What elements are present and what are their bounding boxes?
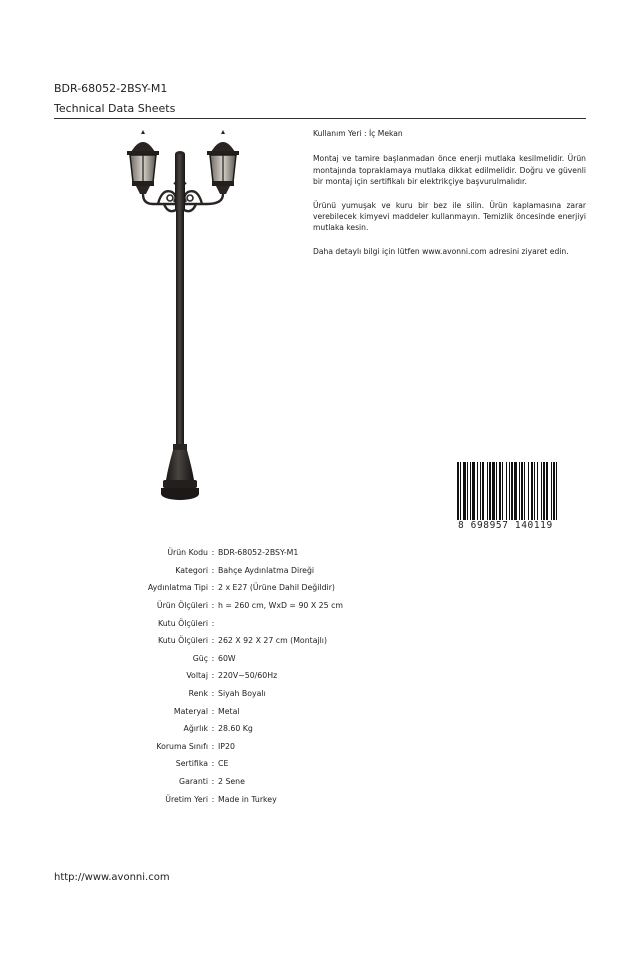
spec-row [90,773,470,791]
usage-location: Kullanım Yeri : İç Mekan [313,129,403,138]
spec-label: Üretim Yeri [165,794,208,804]
spec-row [90,790,470,808]
barcode-bar [496,462,497,520]
barcode-bar [487,462,488,520]
barcode-bar [528,462,529,520]
spec-row [90,632,470,650]
spec-separator: : [211,618,215,628]
right-lantern [207,130,239,194]
barcode-bar [511,462,513,520]
spec-separator: : [211,671,215,681]
spec-label: Aydınlatma Tipi [147,583,208,593]
spec-separator: : [211,583,215,593]
barcode-bar [514,462,517,520]
spec-row [90,685,470,703]
barcode-bar [543,462,545,520]
barcode-bar [502,462,503,520]
barcode-bar [460,462,461,520]
spec-value: 220V~50/60Hz [218,671,278,681]
spec-separator: : [211,636,215,646]
barcode-bar [506,462,507,520]
barcode-bar [546,462,548,520]
product-image [118,128,242,508]
spec-label: Kutu Ölçüleri [157,618,208,628]
spec-value: Siyah Boyalı [218,689,266,699]
spec-row [90,755,470,773]
barcode-bar [519,462,520,520]
spec-label: Güç [192,653,208,663]
spec-separator: : [211,794,215,804]
spec-value: 28.60 Kg [218,724,253,734]
barcode-bar [489,462,491,520]
spec-value: Metal [218,706,240,716]
barcode-bar [470,462,471,520]
spec-row [90,650,470,668]
spec-value: Made in Turkey [218,794,277,804]
barcode-bar [524,462,525,520]
spec-separator: : [211,689,215,699]
barcode-bar [556,462,557,520]
spec-label: Kategori [175,565,208,575]
spec-value: 2 x E27 (Ürüne Dahil Değildir) [218,583,335,593]
spec-table [90,544,470,808]
barcode-bar [472,462,475,520]
spec-value: 262 X 92 X 27 cm (Montajlı) [218,636,328,646]
spec-separator: : [211,741,215,751]
spec-row [90,738,470,756]
spec-label: Ürün Kodu [167,548,208,558]
barcode-bar [457,462,459,520]
spec-value: IP20 [218,741,235,751]
spec-label: Sertifika [175,759,208,769]
spec-separator: : [211,565,215,575]
barcode-bar [492,462,495,520]
barcode-bar [477,462,478,520]
spec-row [90,579,470,597]
spec-separator: : [211,653,215,663]
spec-label: Ağırlık [183,724,208,734]
product-info [313,128,586,257]
spec-row [90,702,470,720]
safety-paragraph: Montaj ve tamire başlanmadan önce enerji mutlaka kesilmelidir. Ürün montajında topraklamaya mutlaka dikkat edilmelidir. Doğru ve güvenli bir montaj için sertifikalı bir elektrikçiye başvurulmalıdır. [313,154,586,187]
barcode-bar [534,462,535,520]
spec-label: Materyal [173,706,208,716]
spec-value: 2 Sene [218,777,245,787]
header-divider [54,118,586,119]
spec-value: Bahçe Aydınlatma Direği [218,565,315,575]
spec-label: Kutu Ölçüleri [157,636,208,646]
spec-value: BDR-68052-2BSY-M1 [218,548,299,558]
spec-separator: : [211,548,215,558]
barcode-bar [482,462,484,520]
spec-separator: : [211,706,215,716]
more-info-paragraph: Daha detaylı bilgi için lütfen www.avonni.com adresini ziyaret edin. [313,246,569,256]
barcode-bar [509,462,510,520]
barcode-bar [480,462,481,520]
spec-value: 60W [218,653,236,663]
spec-separator: : [211,759,215,769]
cleaning-paragraph: Ürünü yumuşak ve kuru bir bez ile silin. Ürün kaplamasına zarar verebilecek kimyevi maddeler kullanmayın. Temizlik öncesinde enerjiyi mutlaka kesin. [313,200,586,233]
barcode-bar [537,462,538,520]
spec-row [90,720,470,738]
document-subtitle: Technical Data Sheets [54,102,176,115]
barcode-bar [467,462,468,520]
spec-label: Voltaj [186,671,208,681]
barcode-bar [553,462,555,520]
barcode-bar [531,462,533,520]
spec-row [90,544,470,562]
left-lantern [127,130,159,194]
barcode-bar [521,462,523,520]
spec-separator: : [211,777,215,787]
barcode-bar [499,462,501,520]
barcode-bar [551,462,552,520]
spec-row [90,667,470,685]
product-code-heading: BDR-68052-2BSY-M1 [54,82,168,95]
barcode-bar [541,462,542,520]
spec-row [90,597,470,615]
barcode-number: 8 698957 140119 [458,520,584,531]
spec-value: h = 260 cm, WxD = 90 X 25 cm [218,601,343,611]
spec-separator: : [211,601,215,611]
spec-label: Ürün Ölçüleri [156,601,208,611]
spec-row [90,614,470,632]
spec-label: Renk [188,689,208,699]
footer-url[interactable]: http://www.avonni.com [54,872,170,883]
spec-value: CE [218,759,229,769]
barcode-bar [463,462,466,520]
spec-row [90,562,470,580]
spec-separator: : [211,724,215,734]
spec-label: Garanti [179,777,208,787]
spec-label: Koruma Sınıfı [156,741,208,751]
